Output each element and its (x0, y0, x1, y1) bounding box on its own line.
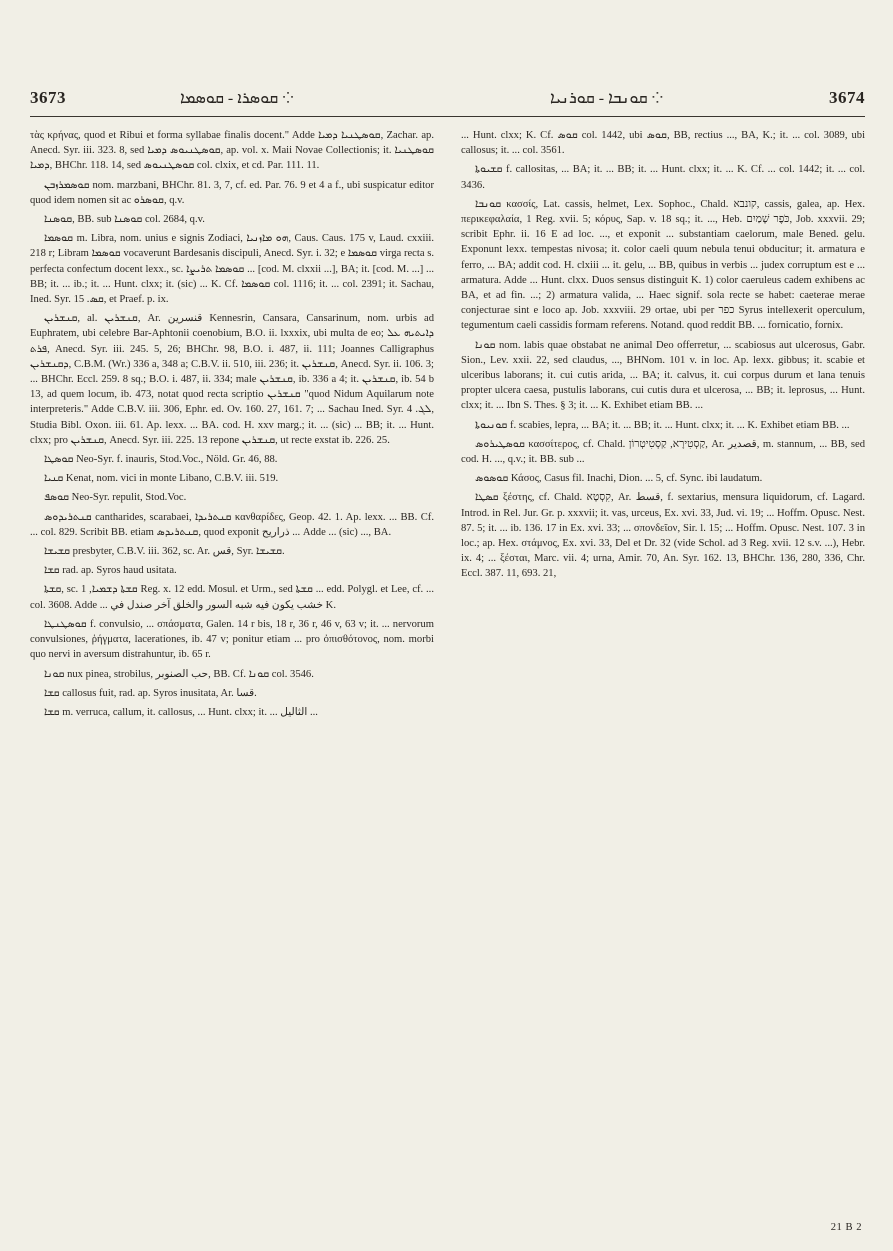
entry-text: ܩܘܢܐ nom. labis quae obstabat ne animal Deo offerretur, ... scabiosus aut ulcerosus, Gabr. Sion., Lev. xxii. 22, sed claudus, ..., BHNom. 101 v. in loc. Ap. lexx. gibbus; it. scabie et ulceribus laborans; it. cui cutis arida, ... BA; it. calvus, it. cui corpus durum et lana tenuis propter ulcera caesa, pustulis laborans, cui cutis dura et ulcerosa, ... BB; it. leprosus, ... Hunt. clxx; it. ... Ibn S. Thes. § 3; it. ... K. Exhibet etiam BB. ... (461, 339, 865, 412)
entry-text: ܩܘܣܛܝܪܘܣ κασσίτερος, cf. Chald. קַסְטִירָא, קַסְטִיטְרוֹן, Ar. قصدير, m. stannum, ... BB, sed cod. H. ..., q.v.; it. BB. sub ... (461, 438, 865, 466)
entry-text: ܩܢܫܪܝܢ, al. ܩܢܫܪܝܢ, Ar. قنسرين Kennesrin, Cansara, Cansarinum, nom. urbis ad Euphratem, ubi celebre Bar-Aphtonii coenobium, B.O. ii. lxxxix, ubi multa de eo; ܕܐܝܬܝܗ ܥܠ ܦܪܬ, Anecd. Syr. iii. 245. 5, 26; BHChr. 98, B.O. i. 487, ii. 111; Joannes Calligraphus ܕܩܢܫܪܝܢ, C.B.M. (Wr.) 336 a, 348 a; C.B.V. ii. 510, iii. 236; it. ܩܢܫܪܝܢ, Anecd. Syr. ii. 106. 3; ... BHChr. Eccl. 259. 8 sq.; B.O. i. 487, ii. 334; male ܩܢܫܪܝܢ, ib. 336 a 4; it. ܩܢܫܪܝܢ, ib. 54 b 13, ad quem locum, ib. 473, notat quod recta scriptio ܩܢܫܪܝܢ "quod Nidum Aquilarum note interpreteris." Adde C.B.V. iii. 306, Ephr. ed. Ov. 160. 27, 161. 7; ... Sachau Ined. Syr. ܠܓ. 4, Studia Bibl. Oxon. iii. 61. Ap. lexx. ... BA. cod. H. xxv marg.; it. ... (sic) ... BB; it. ... Hunt. clxx; pro ܩܢܫܪܝܢ, Anecd. Syr. iii. 225. 13 repone ܩܢܫܪܝܢ, ut recte exstat ib. 226. 25. (30, 313, 434, 446)
dictionary-entry (30, 231, 434, 307)
dictionary-entry (30, 563, 434, 578)
entry-text: ܩܘܣܛܐ Neo-Syr. f. inauris, Stod.Voc., Nöld. Gr. 46, 88. (44, 454, 278, 466)
dictionary-entry (30, 490, 434, 505)
entry-text: ܩܫܬܐ, sc. ܩܫܬܐ ܕܫܡܝܐ, 1 Reg. x. 12 edd. Mosul. et Urm., sed ܩܫܬܐ ... edd. Polygl. et Lee, cf. ... col. 3608. Adde ... خشب يكون فيه شبه السور والخلق آخر صندل في K. (30, 584, 434, 611)
dictionary-entry (30, 452, 434, 467)
entry-text: ܩܘܣܛܢܛܐ f. convulsio, ... σπάσματα, Galen. 14 r bis, 18 r, 36 r, 46 v, 63 v; it. ... nervorum convulsiones, ῥήγματα, lacerationes, ib. 47 v; ponitur etiam ... pro ὀπισθότονος, nom. morbi quo nervi in aversum distrahuntur, ib. 65 r. (30, 618, 434, 661)
dictionary-entry (30, 686, 434, 701)
dictionary-entry (30, 667, 434, 682)
entry-text: ܩܘܣܡܐ m. Libra, nom. unius e signis Zodiaci, ܗܘ ܡܐܙܢܝܐ, Caus. Caus. 175 v, Laud. cxxiii. 218 r; Libram ܩܘܣܡܐ vocaverunt Bardesanis discipuli, Anecd. Syr. i. 32; e ܩܘܣܡܐ virga recta s. perfecta confectum docent lexx., sc. ܩܘܣܡܐ ܬܪܝܨܐ ... [cod. M. clxxii ...], BA; it. [cod. M. ...] ... BB; it. ... ib.; it. ... Hunt. clxx; it. (sic) ... K. Cf. ܩܘܣܡܐ col. 1116; it. ... col. 2391; it. Sachau, Ined. Syr. ܩܣ. 15, et Praef. p. ix. (30, 233, 434, 306)
entry-text: ܩܫܐ rad. ap. Syros haud usitata. (44, 565, 177, 577)
dictionary-entry (461, 437, 865, 467)
entry-text: ܩܘܣܦ Neo-Syr. repulit, Stod.Voc. (44, 492, 187, 504)
dictionary-entry (30, 128, 434, 174)
dictionary-entry (30, 471, 434, 486)
entry-text: ܩܫܝܫܐ presbyter, C.B.V. iii. 362, sc. Ar. قس, Syr. ܩܫܝܫܐ. (44, 546, 285, 558)
left-running-title: ⁘ ܩܘܣܪܐ - ܩܘܣܡܐ (180, 90, 294, 107)
entry-text: ܩܢܬܪܝܕܘܣ cantharides, scarabaei, ܩܢܬܪܝܕܐ κανθαρίδες, Geop. 42. 1. Ap. lexx. ... BB. Cf. ... col. 829. Scribit BB. etiam ܩܢܬܪܝܕܣ, quod exponit ذراريح ... Adde ... (sic) ..., BA. (30, 511, 434, 538)
entry-text: ܩܣܛܐ ξέστης, cf. Chald. קִסְטָא, Ar. قسط, f. sextarius, mensura liquidorum, cf. Lagard. Introd. in Rel. Jur. Gr. p. xxxvii; it. vas, urceus, Ex. xvi. 33, Jud. vi. 19; ... Hoffm. Opusc. Nest. 87. 5; it. ... ib. 136. 17 in Ex. xvi. 33; ... σπονδεῖον, Sir. l. 15; ... Hoffm. Opusc. Nest. 107. 3 in loc.; ap. Hex. στάμνος, Ex. xvi. 33, Del et Dr. 32 (vide Schol. ad 3 Reg. xvii. 12 s.v. ...), Hebr. ix. 4; ... ξέσται, Marc. vii. 4; urna, Amir. 70, An. Syr. 162. 13, BHChr. 136, 280, 336, Chr. Eccl. 387. 11, 693. 21, (461, 492, 865, 580)
dictionary-entry (30, 705, 434, 720)
left-page-number: 3673 (30, 88, 66, 107)
right-running-title: ⁘ ܩܘܢܒܐ - ܩܘܪܢܝܐ (550, 90, 664, 107)
running-header (30, 86, 865, 117)
dictionary-entry (461, 418, 865, 433)
dictionary-entry (30, 544, 434, 559)
dictionary-entry (30, 178, 434, 208)
entry-text: ܩܘܢܒܐ κασσίς, Lat. cassis, helmet, Lex. Sophoc., Chald. קונבא, cassis, galea, ap. Hex. περικεφαλαία, 1 Reg. xvii. 5; κόρυς, Sap. v. 18 sq.; it. ..., Heb. כֹּפֶר שָׁמַיִם, Job. xxxvii. 29; scribit Ephr. ii. 16 E ad loc. ..., et exponit ... substantiam caelorum, male Bened. gelu. Exponunt lexx. tempestas nivosa; it. color caeli quum nebula tenui obducitur; it. armatura e ferro, ... BA; addit cod. H. clxiii ... it. gelu, ... BB, quibus in verbis ... judex corruptum est e ... armatura. Adde ... Hunt. clxx. Duos sensus distinguit K. 1) color caeruleus cadem exhibens ac BA, et ad fin. ...; 2) armatura valida, ... Haec signif. sola recte se habet: caeterae merae conjecturae sint e loco ap. Job. xxxviii. 29 ortae, ubi per כפר Syrus intellexerit operculum, tegumentum caeli cassidis formam referens. Notand. quod reddit BB. ... fornicatio, fornix. (461, 198, 865, 332)
dictionary-entry (30, 617, 434, 663)
signature-mark: 21 B 2 (830, 1222, 862, 1233)
entry-text: ... Hunt. clxx; K. Cf. ܩܘܣ col. 1442, ubi ܩܘܣ, BB, rectius ..., BA, K.; it. ... col. 3089, ubi callosus; it. ... col. 3561. (461, 130, 865, 157)
entry-text: ܩܘܣܢܐ, BB. sub ܩܘܣܢܐ col. 2684, q.v. (44, 214, 205, 226)
right-page-number: 3674 (829, 88, 865, 107)
entry-text: ܩܘܣܡܪܙܒܢ nom. marzbani, BHChr. 81. 3, 7, cf. ed. Par. 76. 9 et 4 a f., ubi suspicatur editor quod idem nomen sit ac ܩܘܣܪܘ, q.v. (30, 179, 434, 206)
dictionary-entry (461, 471, 865, 486)
dictionary-entry (30, 510, 434, 540)
entry-text: ܩܫܐ callosus fuit, rad. ap. Syros inusitata, Ar. قسا. (44, 687, 257, 699)
entry-text: ܩܘܢܝܘܬܐ f. scabies, lepra, ... BA; it. ... BB; it. ... Hunt. clxx; it. ... K. Exhibet etiam BB. ... (475, 419, 850, 431)
right-column (461, 128, 865, 1233)
entry-text: ܩܢܝܐ Kenat, nom. vici in monte Libano, C.B.V. iii. 519. (44, 473, 279, 485)
entry-text: τὰς κρήνας, quod et Ribui et forma syllabae finalis docent." Adde ܩܘܣܛܢܝܐ ܕܡܝܐ, Zachar. ap. Anecd. Syr. iii. 323. 8, sed ܩܘܣܛܢܝܘܣ ܕܡܝܐ, ap. vol. x. Maii Novae Collectionis; it. ܩܘܣܛܢܝܐ ܕܡܝܐ, BHChr. 118. 14, sed ܩܘܣܛܢܝܘܣ col. clxix, et cd. Par. 111. 11. (30, 130, 434, 172)
dictionary-entry (461, 162, 865, 192)
dictionary-entry (461, 490, 865, 581)
entry-text: ܩܫܐ m. verruca, callum, it. callosus, ... Hunt. clxx; it. ... الثاليل ... (44, 706, 318, 718)
dictionary-entry (461, 338, 865, 414)
left-column (30, 128, 434, 1233)
entry-text: ܩܫܝܘܬܐ f. callositas, ... BA; it. ... BB; it. ... Hunt. clxx; it. ... K. Cf. ... col. 1442; it. ... col. 3436. (461, 164, 865, 191)
entry-text: ܩܘܢܐ nux pinea, strobilus, حب الصنوبر, BB. Cf. ܩܘܢܐ col. 3546. (44, 668, 314, 680)
dictionary-entry (30, 311, 434, 448)
dictionary-entry (461, 197, 865, 334)
dictionary-entry (30, 212, 434, 227)
entry-text: ܩܘܣܘܣ Κάσος, Casus fil. Inachi, Dion. ... 5, cf. Sync. ibi laudatum. (475, 473, 763, 485)
dictionary-entry (30, 582, 434, 612)
dictionary-entry (461, 128, 865, 158)
